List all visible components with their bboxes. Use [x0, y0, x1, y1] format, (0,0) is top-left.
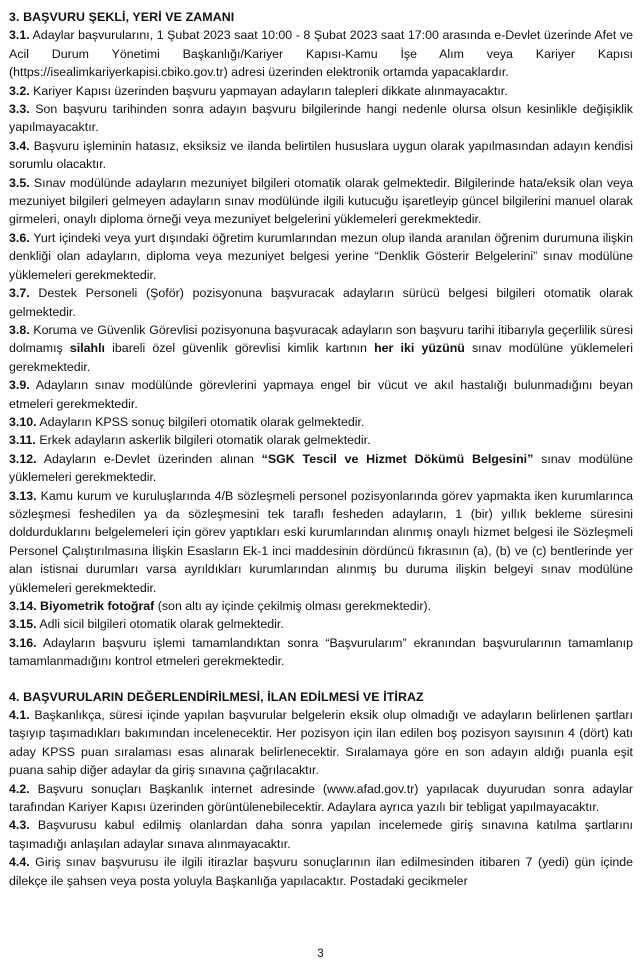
bold-text-segment: 3.11.: [9, 433, 36, 448]
bold-text-segment: 3.5.: [9, 175, 30, 190]
text-segment: Yurt içindeki veya yurt dışındaki öğretim kurumlarından mezun olup ilanda aranılan öğrenim durumuna ilişkin denkliği olan adayların, diploma veya mezuniyet belgesi yerine “Denklik Gösterir Belgelerini” sınav modülüne yüklemeleri gerekmektedir.: [9, 230, 633, 282]
text-segment: Adayların e-Devlet üzerinden alınan: [36, 451, 262, 466]
text-segment: Erkek adayların askerlik bilgileri otomatik olarak gelmektedir.: [35, 433, 371, 448]
document-section: [9, 688, 633, 890]
bold-text-segment: 3.9.: [9, 378, 30, 393]
text-segment: sınav modülüne yüklemeleri gerekmektedir.: [9, 451, 633, 485]
bold-text-segment: 3.8.: [9, 322, 30, 337]
bold-text-segment: 3.7.: [9, 286, 30, 301]
numbered-paragraph: [9, 816, 633, 853]
text-segment: Başvuru işleminin hatasız, eksiksiz ve ilanda belirtilen hususlara uygun olarak yapılmasından adayın kendisi sorumlu olacaktır.: [9, 138, 633, 172]
bold-text-segment: Biyometrik fotoğraf: [40, 599, 155, 613]
bold-text-segment: her iki yüzünü: [374, 341, 465, 356]
bold-text-segment: 3.10.: [9, 414, 37, 429]
numbered-paragraph: [9, 82, 633, 100]
bold-text-segment: silahlı: [69, 341, 105, 356]
text-segment: Başkanlıkça, süresi içinde yapılan başvurular belgelerin eksik olup olmadığı ve adayların belirlenen şartları taşıyıp taşımadıkları bakımından incelenecektir. Her pozisyon için ilan edilen boş pozisyon sayısının 4 (dört) katı aday KPSS puan sıralaması esas alınarak belirlenecektir. Sıralamaya göre en son adayın aldığı puanla eşit puana sahip diğer adaylar da giriş sınavına çağrılacaktır.: [9, 708, 633, 778]
text-segment: (son altı ay içinde çekilmiş olması gerekmektedir).: [154, 599, 432, 613]
numbered-paragraph: [9, 853, 633, 890]
bold-text-segment: 3.4.: [9, 138, 30, 153]
text-segment: Başvuru sonuçları Başkanlık internet adresinde (www.afad.gov.tr) yapılacak duyurudan sonra adaylar tarafından Kariyer Kapısı üzerinden görüntülenebilecektir. Adaylara ayrıca yazılı bir tebligat yapılmayacaktır.: [9, 781, 633, 815]
numbered-paragraph: [9, 413, 633, 431]
document-section: [9, 8, 633, 671]
numbered-paragraph: [9, 174, 633, 229]
numbered-paragraph: [9, 321, 633, 376]
numbered-paragraph: [9, 431, 633, 449]
bold-text-segment: 3.6.: [9, 230, 30, 245]
text-segment: Adayların sınav modülünde görevlerini yapmaya engel bir vücut ve akıl hastalığı bulunmadığını beyan etmeleri gerekmektedir.: [9, 378, 633, 411]
numbered-paragraph: [9, 634, 633, 671]
text-segment: Giriş sınav başvurusu ile ilgili itirazlar başvuru sonuçlarının ilan edilmesinden itibaren 7 (yedi) gün içinde dilekçe ile şahsen veya posta yoluyla Başkanlığa yapılacaktır. Postadaki gecikmeler: [9, 855, 633, 888]
text-segment: Kamu kurum ve kuruluşlarında 4/B sözleşmeli personel pozisyonlarında görev yapmakta iken kurumlarınca sözleşmesi feshedilen ya da sözleşmesini tek taraflı fesheden adayların, 1 (bir) yıllık bekleme süresini doldurduklarını belgelemeleri için görev yaptıkları eski kurumlarından alınmış onaylı hizmet belgesi ile Sözleşmeli Personel Çalıştırılmasına İlişkin Esasların Ek-1 inci maddesinin dördüncü fıkrasının (a), (b) ve (c) bentlerinde yer alan istisnai durumları varsa ayrıldıkları kurumlarından alınmış bu duruma ilişkin belgeyi sınav modülüne yüklemeleri gerekmektedir.: [9, 488, 633, 595]
numbered-paragraph: [9, 229, 633, 284]
text-segment: Adayların başvuru işlemi tamamlandıktan sonra “Başvurularım” ekranından başvurularının tamamlanıp tamamlanmadığını kontrol etmeleri gerekmektedir.: [9, 635, 633, 669]
bold-text-segment: 4.3.: [9, 818, 30, 833]
numbered-paragraph: [9, 450, 633, 487]
section-heading: 3. BAŞVURU ŞEKLİ, YERİ VE ZAMANI: [9, 10, 235, 24]
numbered-paragraph: [9, 137, 633, 174]
text-segment: sınav modülüne yüklemeleri gerekmektedir.: [9, 341, 633, 374]
text-segment: Adayların KPSS sonuç bilgileri otomatik olarak gelmektedir.: [36, 414, 365, 429]
numbered-paragraph: [9, 487, 633, 597]
numbered-paragraph: [9, 706, 633, 780]
text-segment: Kariyer Kapısı üzerinden başvuru yapmayan adayların talepleri dikkate alınmayacaktır.: [29, 83, 508, 98]
text-segment: Destek Personeli (Şoför) pozisyonuna başvuracak adayların sürücü belgesi bilgileri otomatik olarak gelmektedir.: [9, 286, 633, 319]
bold-text-segment: 3.14.: [9, 599, 37, 613]
bold-text-segment: 3.13.: [9, 488, 37, 503]
bold-text-segment: 4.2.: [9, 781, 30, 796]
text-segment: Adaylar başvurularını, 1 Şubat 2023 saat 10:00 - 8 Şubat 2023 saat 17:00 arasında e-Devlet üzerinde Afet ve Acil Durum Yönetimi Başkanlığı/Kariyer Kapısı-Kamu İşe Alım veya Kariyer Kapısı (https://isealimkariyerkapisi.cbiko.gov.tr) adresi üzerinden elektronik ortamda yapacaklardır.: [9, 28, 633, 80]
numbered-paragraph: [9, 780, 633, 817]
numbered-paragraph: [9, 26, 633, 81]
text-segment: Başvurusu kabul edilmiş olanlardan daha sonra yapılan incelemede giriş sınavına katılma şartlarını taşımadığı anlaşılan adaylar sınava alınmayacaktır.: [9, 818, 633, 851]
bold-text-segment: 3.1.: [9, 28, 30, 43]
page-number: 3: [317, 948, 324, 960]
numbered-paragraph: [9, 597, 633, 615]
text-segment: Adli sicil bilgileri otomatik olarak gelmektedir.: [36, 617, 284, 632]
text-segment: Koruma ve Güvenlik Görevlisi pozisyonuna başvuracak adayların son başvuru tarihi itibarıyla geçerlilik süresi dolmamış: [9, 322, 633, 356]
bold-text-segment: 3.15.: [9, 617, 37, 632]
bold-text-segment: 3.16.: [9, 635, 37, 650]
numbered-paragraph: [9, 376, 633, 413]
text-segment: ibareli özel güvenlik görevlisi kimlik kartının: [105, 341, 375, 356]
bold-text-segment: 4.1.: [9, 708, 30, 723]
numbered-paragraph: [9, 615, 633, 633]
section-heading: 4. BAŞVURULARIN DEĞERLENDİRİLMESİ, İLAN EDİLMESİ VE İTİRAZ: [9, 689, 424, 704]
text-segment: Son başvuru tarihinden sonra adayın başvuru bilgilerinde hangi nedenle olursa olsun kesinlikle değişiklik yapılmayacaktır.: [9, 102, 633, 135]
bold-text-segment: 3.12.: [9, 451, 37, 466]
bold-text-segment: 3.3.: [9, 102, 30, 117]
bold-text-segment: 4.4.: [9, 855, 30, 870]
document-body: [9, 8, 633, 890]
bold-text-segment: 3.2.: [9, 83, 30, 98]
bold-text-segment: “SGK Tescil ve Hizmet Dökümü Belgesini”: [261, 451, 534, 466]
numbered-paragraph: [9, 284, 633, 321]
numbered-paragraph: [9, 100, 633, 137]
text-segment: Sınav modülünde adayların mezuniyet bilgileri otomatik olarak gelmektedir. Bilgilerinde hata/eksik olan veya mezuniyet bilgileri gelmeyen adayların sınav modülünde ilgili kutucuğu işaretleyip güncel bilgilerini manuel olarak girmeleri, onaylı diploma örneği veya mezuniyet belgelerini yüklemeleri gerekmektedir.: [9, 175, 633, 227]
